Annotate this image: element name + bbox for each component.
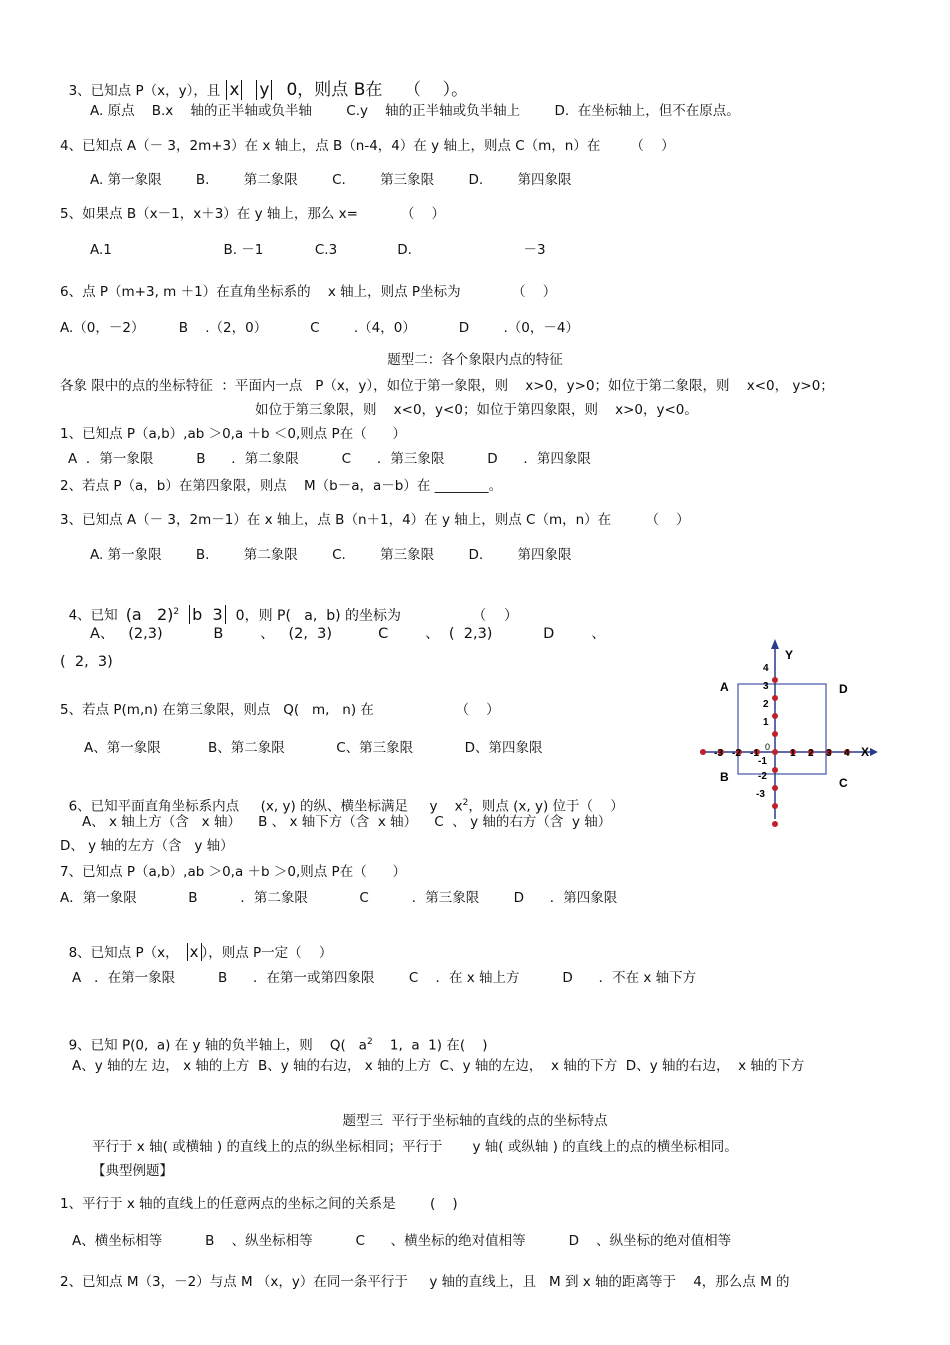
x-tick-dot — [772, 749, 778, 755]
y-tick-label: -2 — [758, 771, 767, 782]
r1: 1、平行于 x 轴的直线上的任意两点的坐标之间的关系是 ( ) — [60, 1196, 458, 1212]
p5: 5、若点 P(m,n) 在第三象限，则点 Q( m, n) 在 （ ） — [60, 702, 500, 718]
abs-x — [226, 80, 242, 100]
section-3-desc: 平行于 x 轴( 或横轴 ) 的直线上的点的纵坐标相同；平行于 y 轴( 或纵轴 ) 的直线上的点的横坐标相同。 — [92, 1139, 738, 1155]
y-tick-label: -1 — [758, 756, 767, 767]
section-3-title: 题型三 平行于坐标轴的直线的点的坐标特点 — [342, 1113, 608, 1129]
p4-options: A、 (2,3) B 、 (2, 3) C 、 ( 2,3) D 、 — [90, 626, 606, 642]
point-d-label: D — [839, 682, 848, 696]
x-tick-label: 3 — [826, 748, 832, 759]
r1-options: A、横坐标相等 B 、纵坐标相等 C 、横坐标的绝对值相等 D 、纵坐标的绝对值相等 — [72, 1233, 732, 1249]
x-arrow-icon — [870, 748, 878, 756]
p6-lead: 6、已知平面直角坐标系内点 (x, y) 的纵、横坐标满足 y x — [68, 798, 463, 815]
y-tick-label: -3 — [756, 789, 765, 800]
q3 — [60, 63, 468, 100]
section-2-title: 题型二：各个象限内点的特征 — [387, 352, 563, 368]
q3-options: A. 原点 B.x 轴的正半轴或负半轴 C.y 轴的正半轴或负半轴上 D. 在坐标轴上，但不在原点。 — [90, 103, 740, 119]
x-tick-labels — [714, 748, 850, 759]
section-2-desc-1: 各象 限中的点的坐标特征 ：平面内一点 P（x，y），如位于第一象限，则 x>0，y>0；如位于第二象限，则 x<0， y>0； — [60, 378, 834, 394]
coordinate-svg — [686, 619, 892, 833]
y-tick-dot — [772, 821, 778, 827]
p9-options: A、y 轴的左 边， x 轴的上方 B、y 轴的右边， x 轴的上方 C、y 轴的左边， x 轴的下方 D、y 轴的右边， x 轴的下方 — [72, 1058, 805, 1074]
x-tick-dot — [700, 749, 706, 755]
p1: 1、已知点 P（a,b）,ab ＞0,a ＋b ＜0,则点 P在（ ） — [60, 426, 406, 442]
p9-lead: 9、已知 P(0, a) 在 y 轴的负半轴上，则 Q( a — [68, 1037, 367, 1054]
x-axis-label: X — [861, 745, 870, 759]
point-a-label: A — [720, 680, 729, 694]
p2: 2、若点 P（a，b）在第四象限，则点 M（b－a，a－b）在 ________。 — [60, 478, 503, 494]
q6-options: A.（0，－2） B .（2，0） C .（4，0） D .（0，－4） — [60, 320, 579, 336]
y-tick-dot — [772, 695, 778, 701]
var-x: x — [229, 80, 240, 100]
p4-last-option: ( 2, 3) — [60, 654, 113, 670]
p4-exponent: 2 — [173, 607, 180, 617]
y-tick-label: 4 — [763, 663, 769, 674]
x-tick-label: 1 — [790, 748, 796, 759]
p6-last-option: D、 y 轴的左方（含 y 轴） — [60, 838, 234, 854]
y-tick-dot — [772, 677, 778, 683]
y-tick-dot — [772, 731, 778, 737]
p8 — [60, 925, 332, 962]
q5-options: A.1 B. －1 C.3 D. －3 — [90, 242, 546, 258]
rect-abcd — [738, 684, 826, 774]
point-c-label: C — [839, 776, 848, 790]
y-axis-label: Y — [785, 648, 794, 662]
section-3-subtitle: 【典型例题】 — [92, 1163, 173, 1179]
q6: 6、点 P（m+3, m ＋1）在直角坐标系的 x 轴上，则点 P坐标为 （ ） — [60, 284, 557, 300]
y-tick-dot — [772, 785, 778, 791]
x-tick-label: -3 — [714, 748, 723, 759]
p4-lead: 4、已知 — [68, 607, 118, 624]
p4-tail: 0，则 P( a, b) 的坐标为 （ ） — [235, 607, 519, 624]
p6-exponent: 2 — [462, 798, 469, 808]
section-2-desc-2: 如位于第三象限，则 x<0，y<0；如位于第四象限，则 x>0，y<0。 — [255, 402, 698, 418]
p1-options: A ．第一象限 B ．第二象限 C ．第三象限 D ．第四象限 — [68, 451, 591, 467]
p9-tail: 1, a 1) 在( ) — [372, 1037, 488, 1054]
y-tick-dot — [772, 713, 778, 719]
x-tick-label: 2 — [808, 748, 814, 759]
origin-label: 0 — [765, 742, 771, 752]
p4 — [60, 585, 518, 625]
p5-options: A、第一象限 B、第二象限 C、第三象限 D、第四象限 — [84, 740, 543, 756]
q3-text: 3、已知点 P（x，y），且 — [68, 83, 221, 99]
y-tick-label: 3 — [763, 681, 769, 692]
x-tick-label: 4 — [844, 748, 850, 759]
y-tick-dot — [772, 803, 778, 809]
y-tick-label: 1 — [763, 717, 769, 728]
q4: 4、已知点 A（－ 3，2m+3）在 x 轴上，点 B（n-4，4）在 y 轴上，则点 C（m，n）在 （ ） — [60, 138, 675, 154]
p6-options: A、 x 轴上方（含 x 轴） B 、 x 轴下方（含 x 轴） C 、 y 轴的右方（含 y 轴） — [82, 814, 612, 830]
p7-options: A．第一象限 B ．第二象限 C ．第三象限 D ．第四象限 — [60, 890, 618, 906]
p4-expr-b: b 3 — [192, 604, 223, 624]
p4-abs — [189, 605, 226, 624]
p6 — [60, 776, 624, 816]
p4-expr-a: (a 2) — [125, 604, 174, 624]
q5: 5、如果点 B（x－1，x＋3）在 y 轴上，那么 x= （ ） — [60, 206, 446, 222]
q3-tail: 0，则点 B在 （ ）。 — [286, 80, 469, 100]
p8-tail: ），则点 P一定（ ） — [201, 945, 333, 961]
coordinate-figure — [686, 619, 892, 833]
point-b-label: B — [720, 770, 729, 784]
p3: 3、已知点 A（－ 3，2m－1）在 x 轴上，点 B（n＋1，4）在 y 轴上，则点 C（m，n）在 （ ） — [60, 512, 690, 528]
p8-lead: 8、已知点 P（x， — [68, 945, 179, 961]
y-arrow-icon — [771, 639, 779, 649]
abs-y — [256, 80, 272, 100]
r2: 2、已知点 M（3，－2）与点 M （x，y）在同一条平行于 y 轴的直线上，且 M 到 x 轴的距离等于 4，那么点 M 的 — [60, 1274, 790, 1290]
p9 — [60, 1015, 488, 1055]
p9-exponent: 2 — [366, 1037, 373, 1047]
p6-tail: ，则点 (x, y) 位于（ ） — [468, 798, 624, 815]
y-tick-dot — [772, 767, 778, 773]
p8-var: x — [189, 943, 199, 961]
p8-abs — [187, 943, 202, 961]
x-tick-label: -1 — [750, 748, 759, 759]
p3-options: A. 第一象限 B. 第二象限 C. 第三象限 D. 第四象限 — [90, 547, 572, 563]
p7: 7、已知点 P（a,b）,ab ＞0,a ＋b ＞0,则点 P在（ ） — [60, 864, 406, 880]
p8-options: A ．在第一象限 B ．在第一或第四象限 C ．在 x 轴上方 D ．不在 x 轴下方 — [72, 970, 697, 986]
var-y: y — [259, 80, 270, 100]
q4-options: A. 第一象限 B. 第二象限 C. 第三象限 D. 第四象限 — [90, 172, 572, 188]
y-tick-label: 2 — [763, 699, 769, 710]
x-tick-label: -2 — [732, 748, 741, 759]
